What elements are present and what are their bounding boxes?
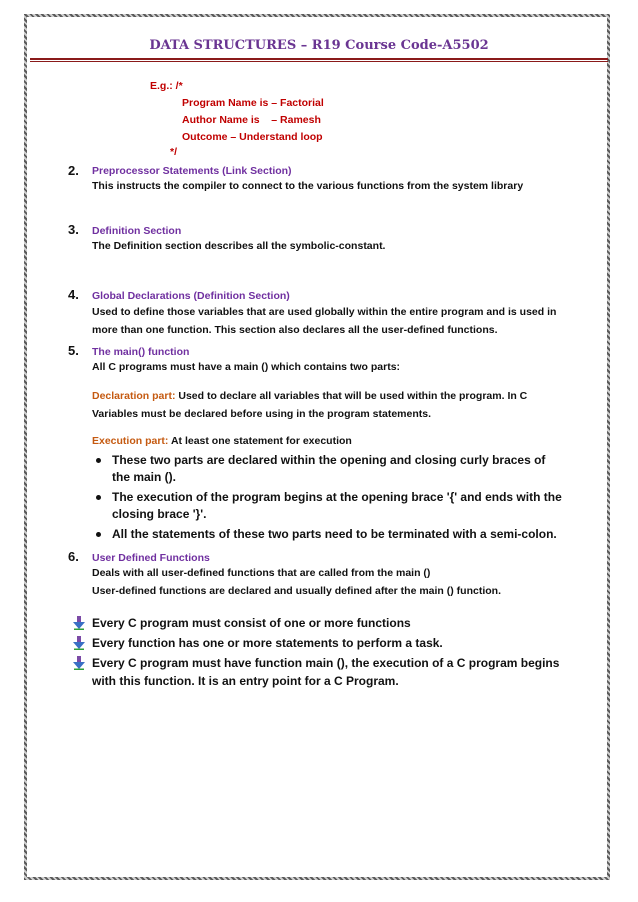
section-title: Definition Section [92, 225, 182, 237]
list-item: All the statements of these two parts need to be terminated with a semi-colon. [92, 526, 562, 543]
execution-label: Execution part: [92, 435, 169, 447]
declaration-label: Declaration part: [92, 390, 176, 402]
bullet-list [92, 452, 562, 546]
list-item: Every C program must consist of one or more functions [72, 614, 572, 632]
page-header: DATA STRUCTURES – R19 Course Code-A5502 [149, 38, 489, 53]
list-item: These two parts are declared within the opening and closing curly braces of the main (). [92, 452, 562, 486]
section-body: The Definition section describes all the symbolic-constant. [92, 240, 386, 252]
declaration-text: Used to declare all variables that will be used within the program. In C Variables must be declared before using in the program statements. [92, 390, 528, 420]
example-line: Author Name is – Ramesh [182, 114, 321, 126]
section-title: User Defined Functions [92, 552, 210, 564]
example-line: Program Name is – Factorial [182, 97, 324, 109]
list-item: Every C program must have function main (), the execution of a C program begins with this function. It is an entry point for a C Program. [72, 654, 572, 690]
section-number: 4. [68, 287, 79, 302]
list-item: Every function has one or more statements to perform a task. [72, 634, 572, 652]
header-rule [30, 58, 608, 60]
section-number: 6. [68, 549, 79, 564]
section-number: 2. [68, 163, 79, 178]
bullet-icon [96, 495, 101, 500]
arrow-down-icon [72, 656, 86, 670]
section-body: Used to define those variables that are used globally within the entire program and is used in more than one function. This section also declares all the user-defined functions. [92, 306, 557, 336]
execution-part [92, 432, 562, 450]
section-body-line: Deals with all user-defined functions that are called from the main () [92, 567, 431, 579]
example-close: */ [170, 146, 178, 158]
section-number: 3. [68, 222, 79, 237]
arrow-down-icon [72, 616, 86, 630]
execution-text: At least one statement for execution [168, 435, 352, 447]
example-lead: E.g.: /* [150, 80, 183, 92]
header-rule-thin [30, 61, 608, 62]
section-title: The main() function [92, 346, 190, 358]
section-body-line: User-defined functions are declared and usually defined after the main () function. [92, 585, 501, 597]
declaration-part [92, 387, 562, 423]
notes-list [72, 614, 572, 692]
arrow-down-icon [72, 636, 86, 650]
section-title: Global Declarations (Definition Section) [92, 290, 290, 302]
example-line: Outcome – Understand loop [182, 131, 323, 143]
section-body: All C programs must have a main () which contains two parts: [92, 361, 401, 373]
bullet-icon [96, 532, 101, 537]
bullet-icon [96, 458, 101, 463]
section-body: This instructs the compiler to connect to the various functions from the system library [92, 180, 524, 192]
list-item: The execution of the program begins at the opening brace '{' and ends with the closing brace '}'. [92, 489, 562, 523]
section-title: Preprocessor Statements (Link Section) [92, 165, 292, 177]
section-number: 5. [68, 343, 79, 358]
